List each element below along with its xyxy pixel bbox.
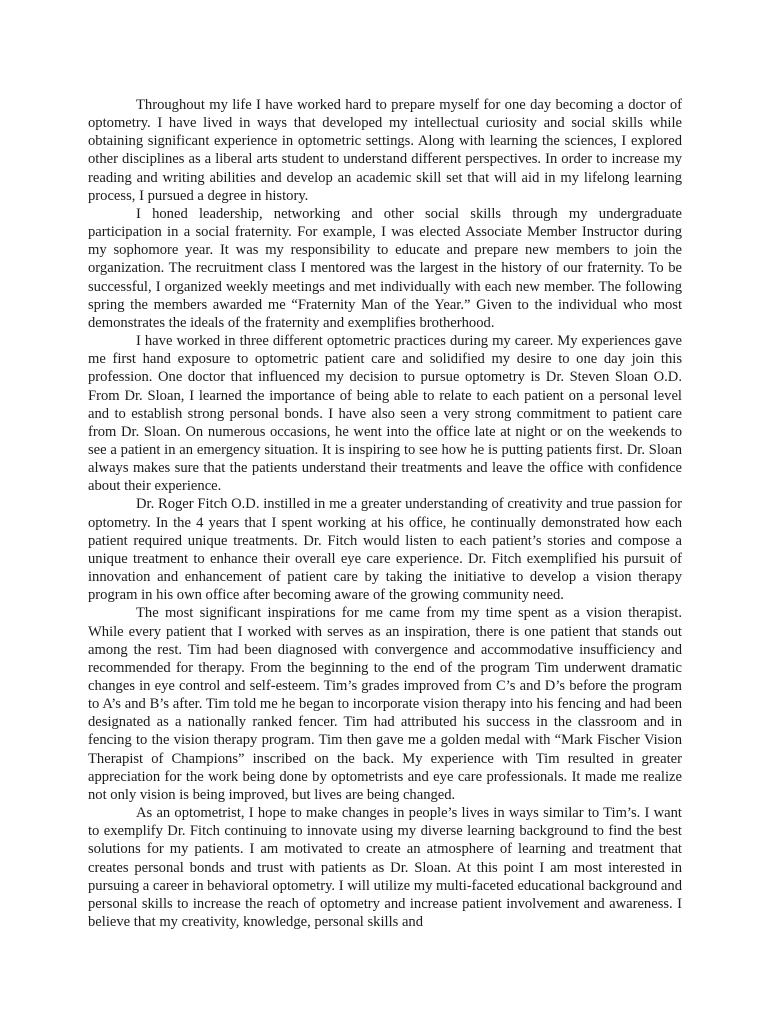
essay-body: [88, 96, 682, 931]
paragraph-6: As an optometrist, I hope to make changes in people’s lives in ways similar to Tim’s. I want to exemplify Dr. Fitch continuing to innovate using my diverse learning background to find the best solutions for my patients. I am motivated to create an atmosphere of learning and treatment that creates personal bonds and trust with patients as Dr. Sloan. At this point I am most interested in pursuing a career in behavioral optometry. I will utilize my multi-faceted educational background and personal skills to increase the reach of optometry and increase patient involvement and awareness. I believe that my creativity, knowledge, personal skills and: [88, 805, 682, 931]
paragraph-1: Throughout my life I have worked hard to prepare myself for one day becoming a doctor of optometry. I have lived in ways that developed my intellectual curiosity and social skills while obtaining significant experience in optometric settings. Along with learning the sciences, I explored other disciplines as a liberal arts student to understand different perspectives. In order to increase my reading and writing abilities and develop an academic skill set that will aid in my lifelong learning process, I pursued a degree in history.: [88, 97, 682, 204]
paragraph-3: I have worked in three different optometric practices during my career. My experiences gave me first hand exposure to optometric patient care and solidified my desire to one day join this profession. One doctor that influenced my decision to pursue optometry is Dr. Steven Sloan O.D. From Dr. Sloan, I learned the importance of being able to relate to each patient on a personal level and to establish strong personal bonds. I have also seen a very strong commitment to patient care from Dr. Sloan. On numerous occasions, he went into the office late at night or on the weekends to see a patient in an emergency situation. It is inspiring to see how he is putting patients first. Dr. Sloan always makes sure that the patients understand their treatments and leave the office with confidence about their experience.: [88, 333, 682, 495]
paragraph-2: I honed leadership, networking and other social skills through my undergraduate participation in a social fraternity. For example, I was elected Associate Member Instructor during my sophomore year. It was my responsibility to educate and prepare new members to join the organization. The recruitment class I mentored was the largest in the history of our fraternity. To be successful, I organized weekly meetings and met individually with each new member. The following spring the members awarded me “Fraternity Man of the Year.” Given to the individual who most demonstrates the ideals of the fraternity and exemplifies brotherhood.: [88, 205, 682, 331]
paragraph-4: Dr. Roger Fitch O.D. instilled in me a greater understanding of creativity and true passion for optometry. In the 4 years that I spent working at his office, he continually demonstrated how each patient required unique treatments. Dr. Fitch would listen to each patient’s stories and compose a unique treatment to enhance their overall eye care experience. Dr. Fitch exemplified his pursuit of innovation and enhancement of patient care by taking the initiative to develop a vision therapy program in his own office after becoming aware of the growing community need.: [88, 496, 682, 604]
paragraph-5: The most significant inspirations for me came from my time spent as a vision therapist. While every patient that I worked with serves as an inspiration, there is one patient that stands out among the rest. Tim had been diagnosed with convergence and accommodative insufficiency and recommended for therapy. From the beginning to the end of the program Tim underwent dramatic changes in eye control and self-esteem. Tim’s grades improved from C’s and D’s before the program to A’s and B’s after. Tim told me he began to incorporate vision therapy into his fencing and had been designated as a nationally ranked fencer. Tim had attributed his success in the classroom and in fencing to the vision therapy program. Tim then gave me a golden medal with “Mark Fischer Vision Therapist of Champions” inscribed on the back. My experience with Tim resulted in greater appreciation for the work being done by optometrists and eye care professionals. It made me realize not only vision is being improved, but lives are being changed.: [88, 605, 682, 803]
